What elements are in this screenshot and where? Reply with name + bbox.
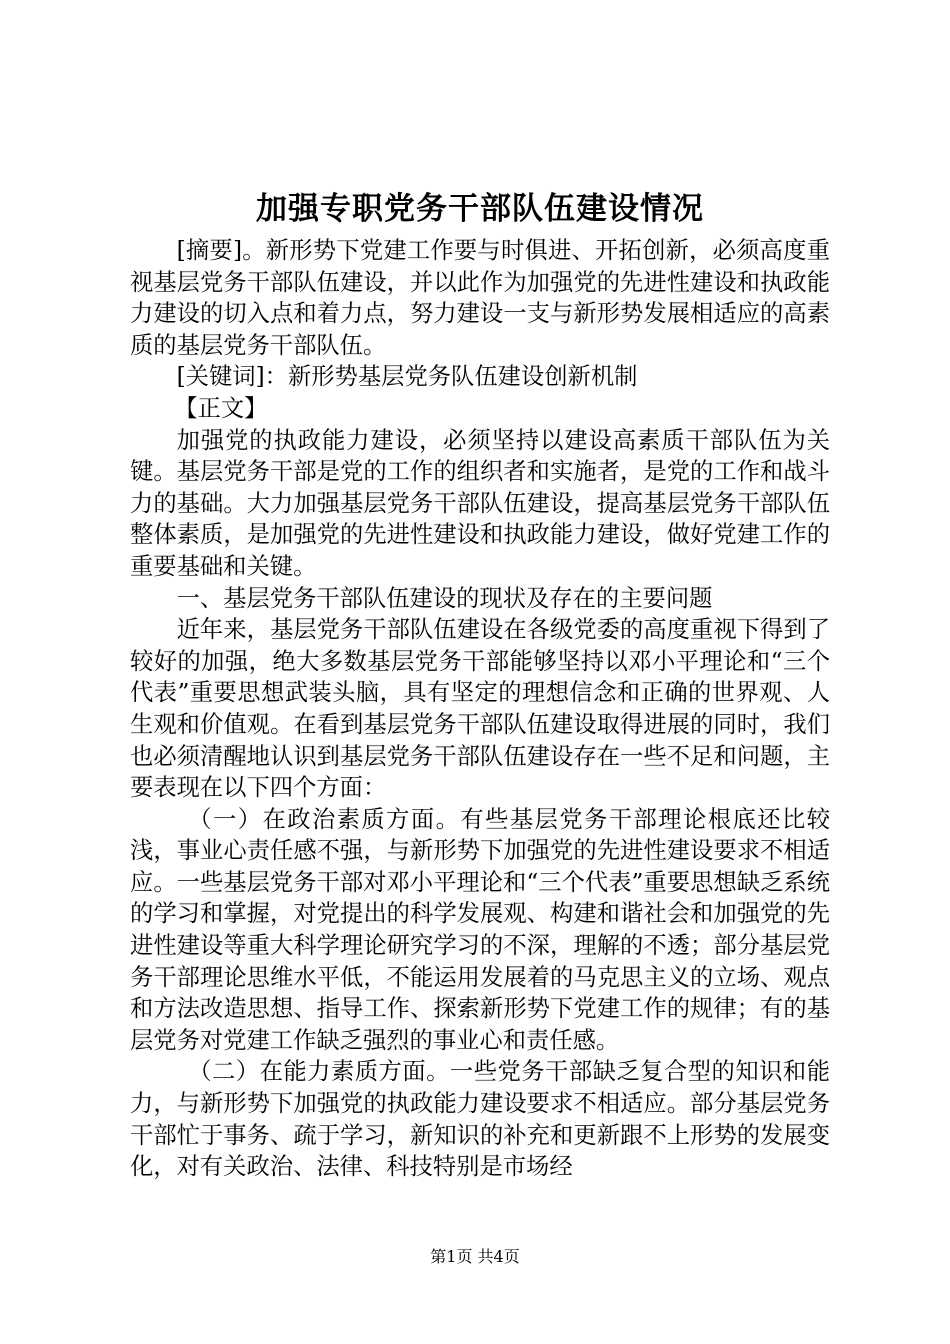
section-heading: 一、基层党务干部队伍建设的现状及存在的主要问题 [176,584,713,612]
document-page [130,183,830,1183]
subsection-paragraph: （二）在能力素质方面。一些党务干部缺乏复合型的知识和能力，与新形势下加强党的执政能力建设要求不相适应。部分基层党务干部忙于事务、疏于学习，新知识的补充和更新跟不上形势的发展变化，对有关政治、法律、科技特别是市场经 [130,1058,830,1181]
abstract-paragraph: [摘要]。新形势下党建工作要与时俱进、开拓创新，必须高度重视基层党务干部队伍建设，并以此作为加强党的先进性建设和执政能力建设的切入点和着力点，努力建设一支与新形势发展相适应的高素质的基层党务干部队伍。 [130,237,830,359]
body-label: 【正文】 [174,394,268,422]
page-footer: 第1页 共4页 [430,1247,520,1266]
subsection-paragraph: （一）在政治素质方面。有些基层党务干部理论根底还比较浅，事业心责任感不强，与新形势下加强党的先进性建设要求不相适应。一些基层党务干部对邓小平理论和“三个代表”重要思想缺乏系统的学习和掌握，对党提出的科学发展观、构建和谐社会和加强党的先进性建设等重大科学理论研究学习的不深，理解的不透；部分基层党务干部理论思维水平低，不能运用发展着的马克思主义的立场、观点和方法改造思想、指导工作、探索新形势下党建工作的规律；有的基层党务对党建工作缺乏强烈的事业心和责任感。 [130,805,830,1054]
document-title: 加强专职党务干部队伍建设情况 [256,191,704,227]
body-paragraph: 近年来，基层党务干部队伍建设在各级党委的高度重视下得到了较好的加强，绝大多数基层党务干部能够坚持以邓小平理论和“三个代表”重要思想武装头脑，具有坚定的理想信念和正确的世界观、人生观和价值观。在看到基层党务干部队伍建设取得进展的同时，我们也必须清醒地认识到基层党务干部队伍建设存在一些不足和问题，主要表现在以下四个方面： [130,616,830,802]
keywords-paragraph: [关键词]：新形势基层党务队伍建设创新机制 [176,363,638,391]
body-paragraph: 加强党的执政能力建设，必须坚持以建设高素质干部队伍为关键。基层党务干部是党的工作的组织者和实施者，是党的工作和战斗力的基础。大力加强基层党务干部队伍建设，提高基层党务干部队伍整体素质，是加强党的先进性建设和执政能力建设，做好党建工作的重要基础和关键。 [130,426,830,580]
